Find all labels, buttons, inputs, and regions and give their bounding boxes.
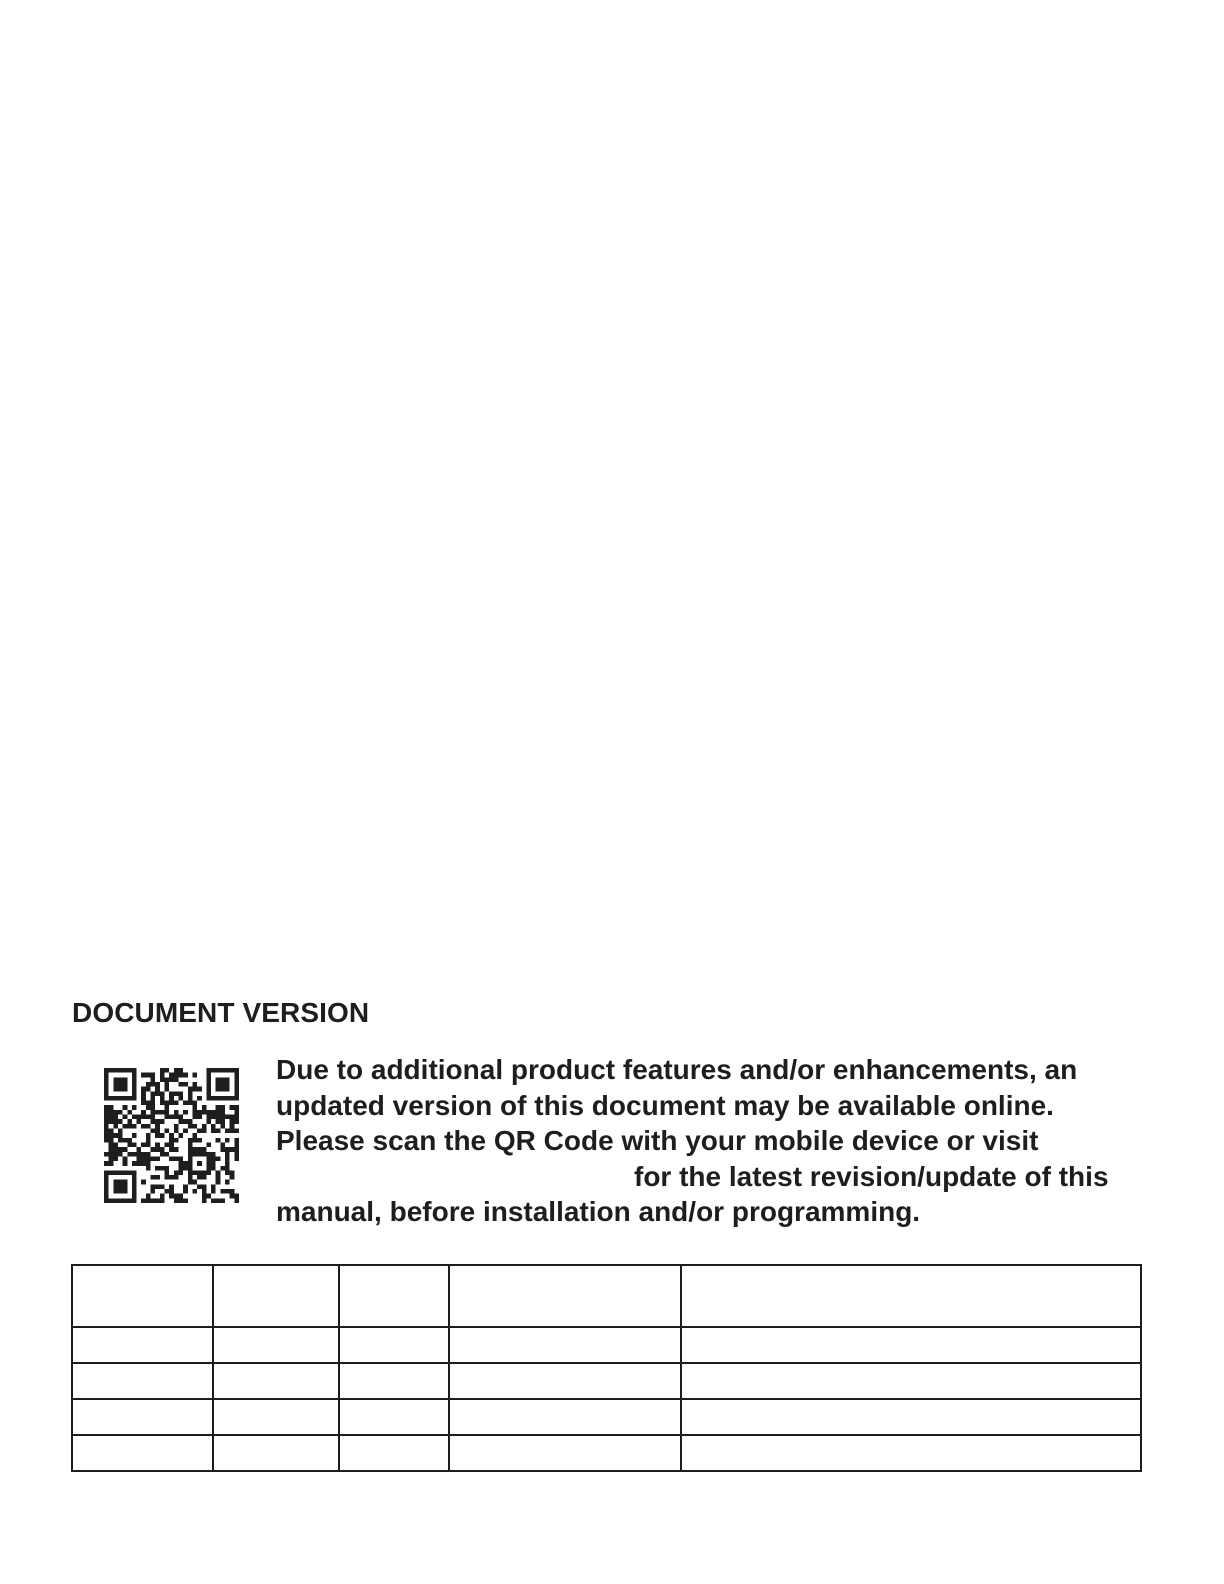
table-cell [72, 1399, 213, 1435]
section-title: DOCUMENT VERSION [72, 997, 370, 1028]
table-cell [339, 1399, 449, 1435]
table-cell [339, 1327, 449, 1363]
table-cell [681, 1327, 1141, 1363]
table-row [72, 1399, 1141, 1435]
table-cell [681, 1399, 1141, 1435]
table-header-cell [449, 1265, 681, 1327]
table-cell [72, 1327, 213, 1363]
table-cell [72, 1435, 213, 1471]
table-cell [339, 1435, 449, 1471]
notice-line: updated version of this document may be available online. [276, 1089, 1054, 1121]
table-cell [72, 1363, 213, 1399]
qr-code-icon[interactable] [104, 1068, 239, 1203]
table-header-cell [681, 1265, 1141, 1327]
notice-line: Due to additional product features and/or enhancements, an [276, 1054, 1078, 1085]
table-cell [449, 1327, 681, 1363]
notice-line: Please scan the QR Code with your mobile device or visit [276, 1125, 1039, 1157]
table-cell [213, 1327, 339, 1363]
notice-line: manual, before installation and/or programming. [276, 1196, 921, 1228]
table-cell [213, 1363, 339, 1399]
table-row [72, 1327, 1141, 1363]
table-row [72, 1363, 1141, 1399]
table-cell [681, 1363, 1141, 1399]
table-cell [449, 1363, 681, 1399]
table-cell [339, 1363, 449, 1399]
version-history-table [71, 1264, 1142, 1472]
table-header-cell [72, 1265, 213, 1327]
table-cell [449, 1435, 681, 1471]
table-cell [213, 1435, 339, 1471]
table-header-cell [339, 1265, 449, 1327]
table-cell [213, 1399, 339, 1435]
table-cell [449, 1399, 681, 1435]
update-notice [276, 1052, 1142, 1230]
table-row [72, 1435, 1141, 1471]
table-cell [681, 1435, 1141, 1471]
notice-line: for the latest revision/update of this [634, 1160, 1109, 1192]
table-header-cell [213, 1265, 339, 1327]
table-header-row [72, 1265, 1141, 1327]
